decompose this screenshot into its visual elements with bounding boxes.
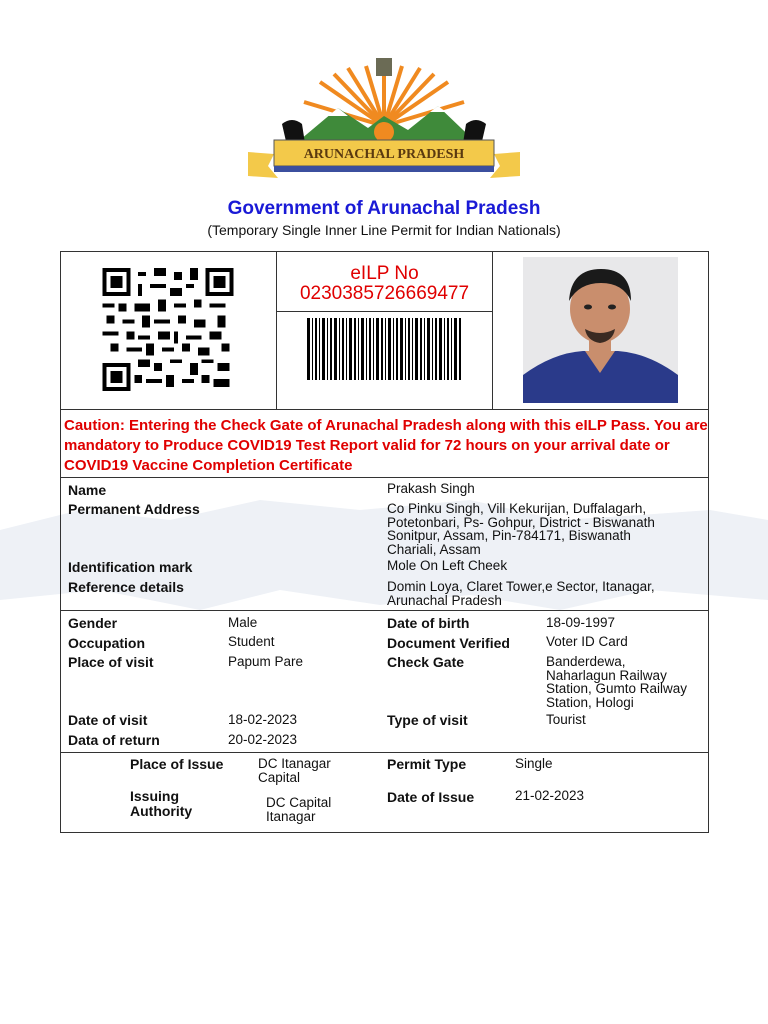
permit-type-label: Permit Type	[387, 756, 467, 772]
divider	[60, 409, 709, 410]
permit-type-value: Single	[515, 756, 553, 771]
check-gate-line: Banderdewa,	[546, 654, 626, 669]
divider	[276, 311, 492, 312]
reference-line: Domin Loya, Claret Tower,e Sector, Itanagar,	[387, 579, 655, 594]
date-of-issue-value: 21-02-2023	[515, 788, 585, 803]
document-label: Document Verified	[387, 635, 510, 651]
document-value: Voter ID Card	[546, 634, 628, 649]
check-gate-label: Check Gate	[387, 654, 465, 670]
address-line: Co Pinku Singh, Vill Kekurijan, Duffalagarh,	[387, 501, 647, 516]
date-of-visit-label: Date of visit	[68, 712, 148, 728]
barcode	[307, 318, 461, 380]
dob-value: 18-09-1997	[546, 615, 616, 630]
eilp-number-block	[277, 264, 492, 304]
emblem-text: ARUNACHAL PRADESH	[303, 147, 465, 162]
eilp-number: 0230385726669477	[299, 283, 470, 304]
eilp-label: eILP No	[350, 263, 419, 284]
divider	[492, 251, 493, 409]
arunachal-emblem-logo	[248, 58, 520, 186]
name-label: Name	[68, 482, 107, 498]
page-subtitle: (Temporary Single Inner Line Permit for Indian Nationals)	[207, 222, 561, 238]
check-gate-line: Naharlagun Railway	[546, 667, 667, 683]
reference-label: Reference details	[68, 579, 184, 595]
date-of-issue-label: Date of Issue	[387, 789, 475, 805]
date-of-return-value: 20-02-2023	[228, 732, 298, 747]
type-of-visit-value: Tourist	[546, 712, 586, 727]
address-label: Permanent Address	[68, 501, 200, 517]
name-value: Prakash Singh	[387, 481, 475, 496]
issuing-authority-line: DC Capital	[266, 795, 332, 810]
place-of-visit-label: Place of visit	[68, 654, 154, 670]
occupation-label: Occupation	[68, 635, 146, 651]
reference-line: Arunachal Pradesh	[387, 592, 502, 608]
issuing-authority-value	[266, 796, 331, 823]
issuing-authority-line: Itanagar	[266, 808, 316, 824]
address-line: Sonitpur, Assam, Pin-784171, Biswanath	[387, 528, 631, 543]
place-of-issue-label: Place of Issue	[130, 756, 224, 772]
issuing-authority-label-line: Authority	[130, 803, 193, 819]
reference-value	[387, 580, 655, 607]
divider	[60, 477, 709, 478]
divider	[60, 752, 709, 753]
id-mark-value: Mole On Left Cheek	[387, 558, 508, 573]
type-of-visit-label: Type of visit	[387, 712, 468, 728]
id-mark-label: Identification mark	[68, 559, 193, 575]
caution-notice: Caution: Entering the Check Gate of Arunachal Pradesh along with this eILP Pass. You are mandatory to Produce COVID19 Test Report valid for 72 hours on your arrival date or COVID19 Vaccine Completion Certificate	[64, 417, 708, 474]
place-of-visit-value: Papum Pare	[228, 654, 304, 669]
date-of-return-label: Data of return	[68, 732, 160, 748]
place-of-issue-value	[258, 757, 331, 784]
qr-code	[102, 268, 234, 391]
page-title: Government of Arunachal Pradesh	[227, 198, 541, 219]
check-gate-value	[546, 655, 687, 709]
divider	[60, 610, 709, 611]
applicant-photo	[523, 257, 678, 403]
occupation-value: Student	[228, 634, 275, 649]
place-of-issue-line: DC Itanagar	[258, 756, 331, 771]
gender-label: Gender	[68, 615, 118, 631]
address-value	[387, 502, 655, 556]
address-line: Chariali, Assam	[387, 541, 481, 557]
issuing-authority-label-line: Issuing	[130, 788, 180, 804]
address-line: Potetonbari, Ps- Gohpur, District - Biswanath	[387, 514, 655, 530]
check-gate-line: Station, Gumto Railway	[546, 681, 688, 696]
dob-label: Date of birth	[387, 615, 470, 631]
check-gate-line: Station, Hologi	[546, 694, 634, 710]
date-of-visit-value: 18-02-2023	[228, 712, 298, 727]
place-of-issue-line: Capital	[258, 769, 301, 785]
issuing-authority-label	[130, 789, 192, 819]
gender-value: Male	[228, 615, 258, 630]
